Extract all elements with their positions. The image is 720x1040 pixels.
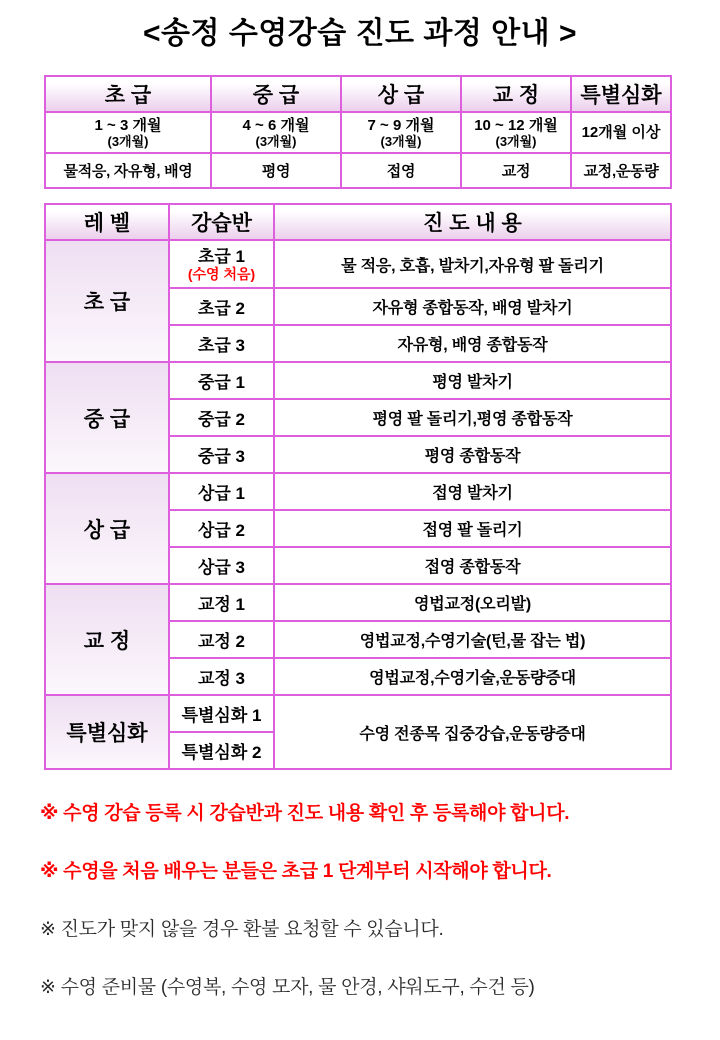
class-cell: 중급 1 (169, 362, 274, 399)
period-note: (3개월) (107, 133, 149, 149)
class-cell: 상급 3 (169, 547, 274, 584)
content-cell: 수영 전종목 집중강습,운동량증대 (274, 695, 671, 769)
stroke-cell: 접영 (341, 153, 461, 188)
period-range: 4 ~ 6 개월 (242, 116, 310, 134)
summary-stroke-row (45, 153, 671, 188)
summary-header-advanced: 상 급 (341, 76, 461, 112)
period-note: (3개월) (380, 133, 422, 149)
period-cell (211, 112, 341, 153)
period-range: 1 ~ 3 개월 (94, 116, 162, 134)
summary-header-row (45, 76, 671, 112)
class-cell: 상급 2 (169, 510, 274, 547)
content-cell: 접영 팔 돌리기 (274, 510, 671, 547)
class-cell: 교정 1 (169, 584, 274, 621)
summary-header-special: 특별심화 (571, 76, 671, 112)
stroke-cell: 평영 (211, 153, 341, 188)
table-row (45, 695, 671, 732)
note-supplies: ※ 수영 준비물 (수영복, 수영 모자, 물 안경, 샤워도구, 수건 등) (40, 977, 535, 998)
content-cell: 접영 종합동작 (274, 547, 671, 584)
progress-table (44, 203, 672, 770)
progress-header-class: 강습반 (169, 204, 274, 240)
content-cell: 평영 팔 돌리기,평영 종합동작 (274, 399, 671, 436)
class-cell (169, 240, 274, 288)
content-cell: 자유형, 배영 종합동작 (274, 325, 671, 362)
period-range: 10 ~ 12 개월 (474, 116, 558, 134)
summary-header-intermediate: 중 급 (211, 76, 341, 112)
stroke-cell: 물적응, 자유형, 배영 (45, 153, 211, 188)
content-cell: 영법교정(오리발) (274, 584, 671, 621)
period-note: (3개월) (495, 133, 537, 149)
content-cell: 영법교정,수영기술,운동량증대 (274, 658, 671, 695)
level-cell-correction: 교 정 (45, 584, 169, 695)
class-cell: 중급 2 (169, 399, 274, 436)
page-title: <송정 수영강습 진도 과정 안내 > (143, 17, 577, 50)
table-row (45, 584, 671, 621)
summary-header-correction: 교 정 (461, 76, 571, 112)
note-first-time: ※ 수영을 처음 배우는 분들은 초급 1 단계부터 시작해야 합니다. (40, 861, 552, 882)
summary-period-row (45, 112, 671, 153)
class-cell: 중급 3 (169, 436, 274, 473)
stroke-cell: 교정 (461, 153, 571, 188)
summary-header-beginner: 초 급 (45, 76, 211, 112)
content-cell: 접영 발차기 (274, 473, 671, 510)
content-cell: 물 적응, 호흡, 발차기,자유형 팔 돌리기 (274, 240, 671, 288)
content-cell: 평영 종합동작 (274, 436, 671, 473)
note-refund: ※ 진도가 맞지 않을 경우 환불 요청할 수 있습니다. (40, 919, 444, 940)
period-note: (3개월) (255, 133, 297, 149)
class-cell: 특별심화 1 (169, 695, 274, 732)
period-cell (45, 112, 211, 153)
table-row (45, 473, 671, 510)
content-cell: 영법교정,수영기술(턴,물 잡는 법) (274, 621, 671, 658)
class-cell: 상급 1 (169, 473, 274, 510)
content-cell: 평영 발차기 (274, 362, 671, 399)
level-cell-beginner: 초 급 (45, 240, 169, 362)
class-note: (수영 처음) (187, 265, 256, 282)
class-cell: 교정 3 (169, 658, 274, 695)
period-cell (461, 112, 571, 153)
summary-table (44, 75, 672, 189)
period-cell (341, 112, 461, 153)
class-cell: 초급 3 (169, 325, 274, 362)
period-cell (571, 112, 671, 153)
level-cell-intermediate: 중 급 (45, 362, 169, 473)
note-registration: ※ 수영 강습 등록 시 강습반과 진도 내용 확인 후 등록해야 합니다. (40, 803, 570, 824)
table-row (45, 240, 671, 288)
notes-section (40, 802, 720, 1000)
class-label: 초급 1 (197, 246, 246, 266)
content-cell: 자유형 종합동작, 배영 발차기 (274, 288, 671, 325)
progress-header-level: 레 벨 (45, 204, 169, 240)
period-range: 12개월 이상 (581, 124, 661, 141)
table-row (45, 362, 671, 399)
class-cell: 교정 2 (169, 621, 274, 658)
class-cell: 특별심화 2 (169, 732, 274, 769)
progress-header-content: 진 도 내 용 (274, 204, 671, 240)
period-range: 7 ~ 9 개월 (367, 116, 435, 134)
class-cell: 초급 2 (169, 288, 274, 325)
level-cell-special: 특별심화 (45, 695, 169, 769)
stroke-cell: 교정,운동량 (571, 153, 671, 188)
progress-header-row (45, 204, 671, 240)
level-cell-advanced: 상 급 (45, 473, 169, 584)
